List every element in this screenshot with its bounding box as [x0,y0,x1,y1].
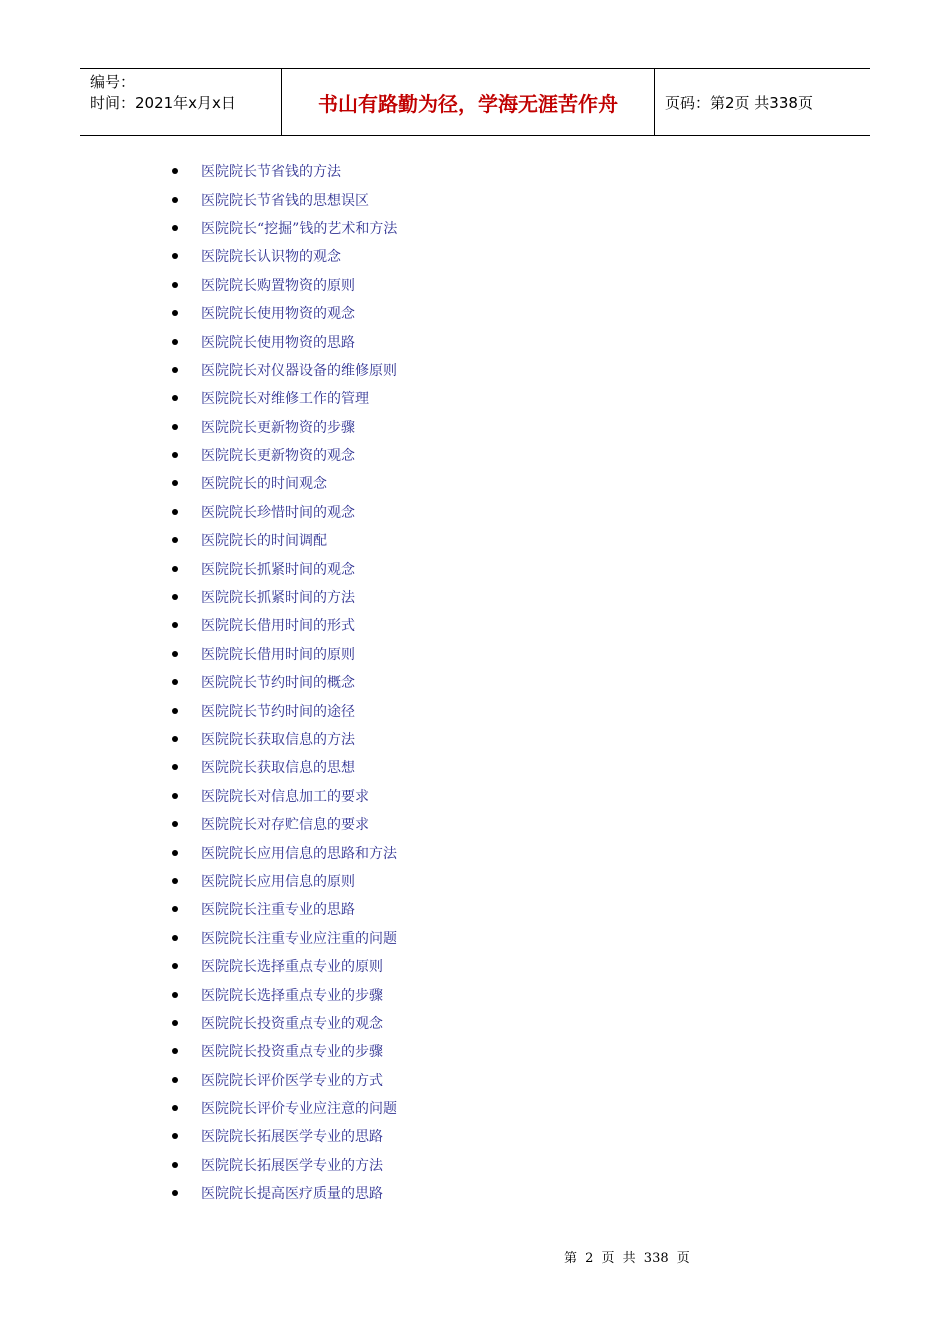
toc-item [172,583,397,611]
toc-item [172,867,397,895]
toc-link[interactable]: 医院院长使用物资的思路 [201,334,355,351]
bullet-icon [172,1077,178,1083]
toc-item [172,1122,397,1150]
toc-item [172,753,397,781]
toc-link[interactable]: 医院院长更新物资的步骤 [201,419,355,436]
bullet-icon [172,168,178,174]
bullet-icon [172,963,178,969]
bullet-icon [172,764,178,770]
toc-link[interactable]: 医院院长投资重点专业的步骤 [201,1044,383,1061]
bullet-icon [172,537,178,543]
bullet-icon [172,1105,178,1111]
toc-link[interactable]: 医院院长节约时间的途径 [201,703,355,720]
bullet-icon [172,480,178,486]
bullet-icon [172,367,178,373]
toc-link[interactable]: 医院院长珍惜时间的观念 [201,504,355,521]
toc-item [172,413,397,441]
bullet-icon [172,282,178,288]
toc-link[interactable]: 医院院长的时间观念 [201,476,327,493]
page-header [80,68,870,136]
bullet-icon [172,850,178,856]
toc-link[interactable]: 医院院长注重专业应注重的问题 [201,930,397,947]
toc-link[interactable]: 医院院长抓紧时间的方法 [201,590,355,607]
toc-link[interactable]: 医院院长提高医疗质量的思路 [201,1186,383,1203]
toc-item [172,696,397,724]
toc-item [172,810,397,838]
toc-link[interactable]: 医院院长认识物的观念 [201,249,341,266]
bullet-icon [172,1048,178,1054]
bullet-icon [172,452,178,458]
bullet-icon [172,594,178,600]
bullet-icon [172,622,178,628]
bullet-icon [172,679,178,685]
toc-item [172,611,397,639]
bullet-icon [172,509,178,515]
toc-item [172,526,397,554]
toc-item [172,242,397,270]
toc-item [172,441,397,469]
bullet-icon [172,878,178,884]
bullet-icon [172,1190,178,1196]
toc-item [172,1179,397,1207]
toc-item [172,1094,397,1122]
toc-link[interactable]: 医院院长借用时间的形式 [201,618,355,635]
toc-link[interactable]: 医院院长获取信息的思想 [201,760,355,777]
bullet-icon [172,1133,178,1139]
toc-item [172,725,397,753]
toc-link[interactable]: 医院院长拓展医学专业的方法 [201,1157,383,1174]
bullet-icon [172,906,178,912]
toc-item [172,214,397,242]
toc-item [172,1037,397,1065]
toc-link[interactable]: 医院院长对仪器设备的维修原则 [201,362,397,379]
toc-link[interactable]: 医院院长选择重点专业的原则 [201,959,383,976]
toc-item [172,924,397,952]
toc-link[interactable]: 医院院长对信息加工的要求 [201,788,369,805]
header-motto: 书山有路勤为径，学海无涯苦作舟 [282,69,655,135]
number-label: 编号： [90,73,136,91]
toc-item [172,554,397,582]
toc-item [172,838,397,866]
toc-link[interactable]: 医院院长评价专业应注意的问题 [201,1101,397,1118]
bullet-icon [172,793,178,799]
toc-item [172,469,397,497]
page-footer: 第 2 页 共 338 页 [564,1251,690,1266]
toc-link[interactable]: 医院院长应用信息的原则 [201,873,355,890]
bullet-icon [172,310,178,316]
toc-item [172,1066,397,1094]
toc-link[interactable]: 医院院长评价医学专业的方式 [201,1072,383,1089]
bullet-icon [172,395,178,401]
bullet-icon [172,225,178,231]
toc-item [172,668,397,696]
toc-link[interactable]: 医院院长借用时间的原则 [201,646,355,663]
toc-item [172,356,397,384]
toc-link[interactable]: 医院院长节省钱的方法 [201,164,341,181]
toc-link[interactable]: 医院院长获取信息的方法 [201,732,355,748]
toc-item [172,384,397,412]
bullet-icon [172,424,178,430]
toc-item [172,327,397,355]
toc-link[interactable]: 医院院长拓展医学专业的思路 [201,1129,383,1146]
toc-link[interactable]: 医院院长对存贮信息的要求 [201,817,369,834]
toc-item [172,185,397,213]
bullet-icon [172,253,178,259]
bullet-icon [172,708,178,714]
bullet-icon [172,992,178,998]
toc-item [172,895,397,923]
bullet-icon [172,1020,178,1026]
toc-item [172,299,397,327]
toc-item [172,782,397,810]
bullet-icon [172,736,178,742]
toc-link[interactable]: 医院院长注重专业的思路 [201,902,355,919]
bullet-icon [172,197,178,203]
toc-link[interactable]: 医院院长对维修工作的管理 [201,391,369,408]
toc-link[interactable]: 医院院长的时间调配 [201,533,327,550]
bullet-icon [172,935,178,941]
toc-link[interactable]: 医院院长抓紧时间的观念 [201,561,355,578]
toc-item [172,1151,397,1179]
toc-item [172,157,397,185]
toc-link[interactable]: 医院院长更新物资的观念 [201,448,355,465]
bullet-icon [172,1162,178,1168]
toc-item [172,952,397,980]
toc-link[interactable]: 医院院长选择重点专业的步骤 [201,987,383,1004]
time-label: 时间：2021年x月x日 [90,94,236,112]
toc-link[interactable]: 医院院长节省钱的思想误区 [201,192,369,209]
header-page-info: 页码：第2页 共338页 [665,93,813,112]
toc-item [172,498,397,526]
toc-item [172,1009,397,1037]
toc-link[interactable]: 医院院长购置物资的原则 [201,277,355,294]
bullet-icon [172,651,178,657]
toc-link[interactable]: 医院院长“挖掘”钱的艺术和方法 [201,220,398,237]
toc-item [172,980,397,1008]
toc-link[interactable]: 医院院长使用物资的观念 [201,306,355,323]
toc-item [172,640,397,668]
toc-item [172,271,397,299]
bullet-icon [172,821,178,827]
toc-link[interactable]: 医院院长投资重点专业的观念 [201,1015,383,1032]
header-meta [80,69,282,135]
toc-link[interactable]: 医院院长节约时间的概念 [201,675,355,692]
bullet-icon [172,339,178,345]
bullet-icon [172,566,178,572]
table-of-contents [172,157,397,1207]
toc-link[interactable]: 医院院长应用信息的思路和方法 [201,845,397,862]
